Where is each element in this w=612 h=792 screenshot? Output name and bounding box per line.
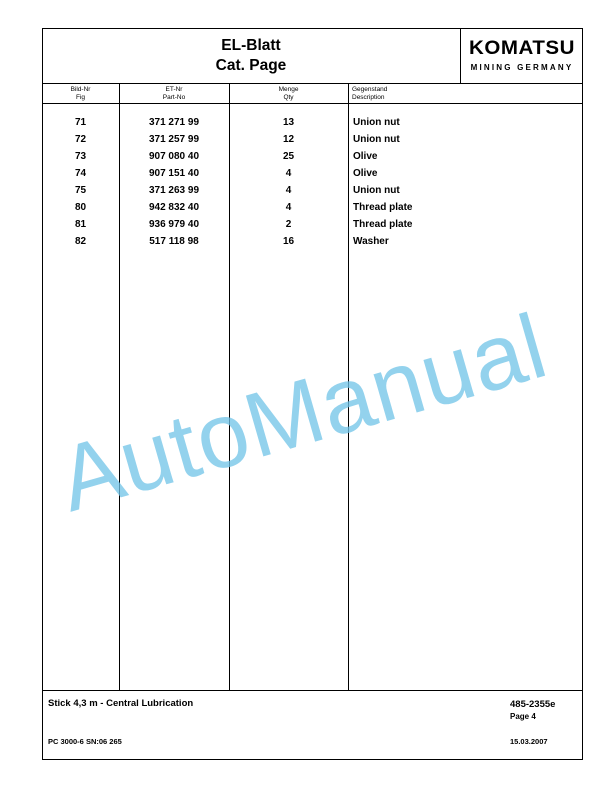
cell-qty: 4 xyxy=(285,185,292,196)
cell-fig: 74 xyxy=(74,168,87,179)
column-header-desc xyxy=(352,86,502,102)
page-number: Page 4 xyxy=(510,712,536,721)
cell-part-no: 517 118 98 xyxy=(149,236,199,247)
column-header-qty-de: Menge xyxy=(278,86,299,93)
cell-part-no: 371 271 99 xyxy=(148,117,200,128)
cell-description: Union nut xyxy=(353,117,400,128)
cell-part-no: 936 979 40 xyxy=(148,219,200,230)
page-title-de: EL-Blatt xyxy=(221,37,281,54)
issue-date: 15.03.2007 xyxy=(510,737,548,746)
cell-part-no: 371 257 99 xyxy=(148,134,200,145)
column-header-part-de: ET-Nr xyxy=(165,86,183,93)
cell-description: Union nut xyxy=(353,185,400,196)
cell-fig: 72 xyxy=(74,134,87,145)
cell-description: Thread plate xyxy=(353,202,413,213)
header-divider xyxy=(42,83,583,84)
logo-subtitle: MINING GERMANY xyxy=(470,63,574,72)
machine-model: PC 3000-6 SN:06 265 xyxy=(48,737,122,746)
cell-fig: 73 xyxy=(74,151,87,162)
cell-qty: 13 xyxy=(282,117,295,128)
cell-qty: 2 xyxy=(285,219,292,230)
cell-part-no: 907 080 40 xyxy=(148,151,200,162)
column-header-desc-en: Description xyxy=(352,94,385,101)
cell-fig: 71 xyxy=(74,117,87,128)
title-block xyxy=(42,28,460,83)
column-header-part-en: Part-No xyxy=(162,94,186,101)
document-number: 485-2355e xyxy=(510,699,556,710)
cell-part-no: 942 832 40 xyxy=(148,202,200,213)
cell-part-no: 907 151 40 xyxy=(148,168,200,179)
column-header-fig xyxy=(42,86,119,102)
cell-description: Olive xyxy=(353,151,378,162)
column-divider-qty xyxy=(348,83,349,690)
cell-qty: 16 xyxy=(282,236,295,247)
page-title-en: Cat. Page xyxy=(215,57,287,74)
column-header-desc-de: Gegenstand xyxy=(352,86,388,93)
column-header-divider xyxy=(42,103,583,104)
assembly-title: Stick 4,3 m - Central Lubrication xyxy=(48,698,194,709)
cell-fig: 82 xyxy=(74,236,87,247)
column-header-fig-de: Bild-Nr xyxy=(70,86,91,93)
column-header-fig-en: Fig xyxy=(75,94,86,101)
cell-qty: 4 xyxy=(285,168,292,179)
cell-part-no: 371 263 99 xyxy=(148,185,200,196)
cell-description: Thread plate xyxy=(353,219,413,230)
watermark: AutoManual xyxy=(47,294,558,532)
column-header-part xyxy=(119,86,229,102)
cell-fig: 81 xyxy=(74,219,87,230)
cell-description: Union nut xyxy=(353,134,400,145)
cell-qty: 12 xyxy=(282,134,295,145)
logo-wordmark: KOMATSU xyxy=(468,38,575,59)
cell-qty: 4 xyxy=(285,202,292,213)
cell-fig: 75 xyxy=(74,185,87,196)
column-header-qty-en: Qty xyxy=(283,94,294,101)
column-header-qty xyxy=(229,86,348,102)
cell-qty: 25 xyxy=(282,151,295,162)
table-bottom-divider xyxy=(42,690,583,691)
cell-fig: 80 xyxy=(74,202,87,213)
komatsu-logo xyxy=(460,28,583,83)
cell-description: Olive xyxy=(353,168,378,179)
cell-description: Washer xyxy=(353,236,389,247)
